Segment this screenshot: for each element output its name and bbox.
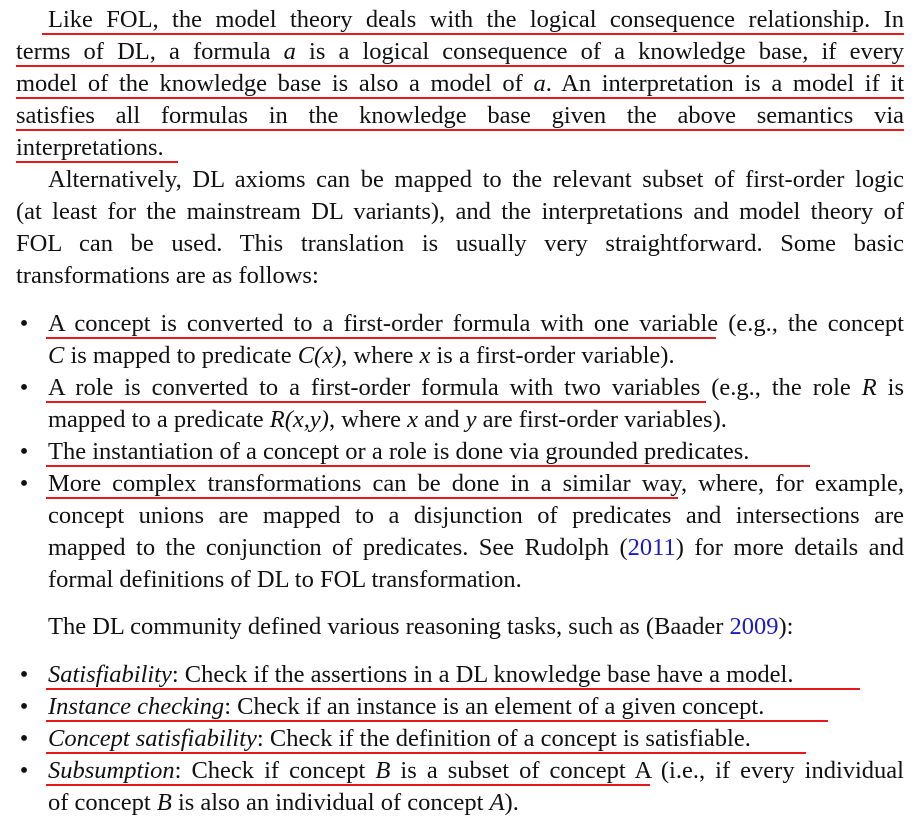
task-satisfiability: Satisfiability: Check if the assertions in a DL knowledge base have a model. <box>48 661 794 688</box>
bullet4-line2: concept unions are mapped to a disjunction of predicates and intersections are <box>48 502 904 529</box>
task-concept-satisfiability: Concept satisfiability: Check if the definition of a concept is satisfiable. <box>48 725 751 752</box>
annotation-underline <box>42 33 904 35</box>
bullet-marker: • <box>19 470 29 497</box>
annotation-underline <box>46 497 678 499</box>
task-subsumption-line2: of concept B is also an individual of concept A). <box>48 789 519 816</box>
para2-line2: (at least for the mainstream DL variants), and the interpretations and model theory of <box>16 198 904 225</box>
annotation-underline <box>16 129 904 131</box>
bullet-marker: • <box>19 693 29 720</box>
para2-line4: transformations are as follows: <box>16 262 319 289</box>
annotation-underline <box>46 337 716 339</box>
bullet-marker: • <box>19 374 29 401</box>
bullet-marker: • <box>19 725 29 752</box>
para2-line3: FOL can be used. This translation is usually very straightforward. Some basic <box>16 230 904 257</box>
annotation-underline <box>46 401 706 403</box>
task-instance-checking: Instance checking: Check if an instance is an element of a given concept. <box>48 693 765 720</box>
para1-line5: interpretations. <box>16 134 164 161</box>
annotation-underline <box>46 752 806 754</box>
annotation-underline <box>16 97 904 99</box>
para1-line1: Like FOL, the model theory deals with the logical consequence relationship. In <box>48 6 904 33</box>
bullet1-line2: C is mapped to predicate C(x), where x is a first-order variable). <box>48 342 675 369</box>
para1-line2: terms of DL, a formula a is a logical consequence of a knowledge base, if every <box>16 38 904 65</box>
bullet2-line2: mapped to a predicate R(x,y), where x and y are first-order variables). <box>48 406 727 433</box>
bullet4-line4: formal definitions of DL to FOL transformation. <box>48 566 522 593</box>
annotation-underline <box>46 720 828 722</box>
para1-line3: model of the knowledge base is also a model of a. An interpretation is a model if it <box>16 70 905 97</box>
bullet4-line3: mapped to the conjunction of predicates. See Rudolph (2011) for more details and <box>48 534 904 561</box>
bullet-marker: • <box>19 661 29 688</box>
bullet4-line1: More complex transformations can be done in a similar way, where, for example, <box>48 470 904 497</box>
bullet2-line1: A role is converted to a first-order formula with two variables (e.g., the role R is <box>48 374 904 401</box>
annotation-underline <box>16 161 178 163</box>
bullet-marker: • <box>19 310 29 337</box>
bullet1-line1: A concept is converted to a first-order formula with one variable (e.g., the concept <box>48 310 904 337</box>
para2-line1: Alternatively, DL axioms can be mapped to the relevant subset of first-order logic <box>48 166 904 193</box>
annotation-underline <box>46 784 650 786</box>
bullet-marker: • <box>19 757 29 784</box>
para3-line1: The DL community defined various reasoning tasks, such as (Baader 2009): <box>48 613 794 640</box>
annotation-underline <box>46 688 860 690</box>
bullet3-line1: The instantiation of a concept or a role is done via grounded predicates. <box>48 438 750 465</box>
annotation-underline <box>16 65 904 67</box>
citation-link[interactable]: 2011 <box>627 534 676 561</box>
bullet-marker: • <box>19 438 29 465</box>
para1-line4: satisfies all formulas in the knowledge base given the above semantics via <box>16 102 904 129</box>
citation-link[interactable]: 2009 <box>729 613 779 640</box>
annotation-underline <box>46 465 810 467</box>
task-subsumption-line1: Subsumption: Check if concept B is a subset of concept A (i.e., if every individual <box>48 757 904 784</box>
